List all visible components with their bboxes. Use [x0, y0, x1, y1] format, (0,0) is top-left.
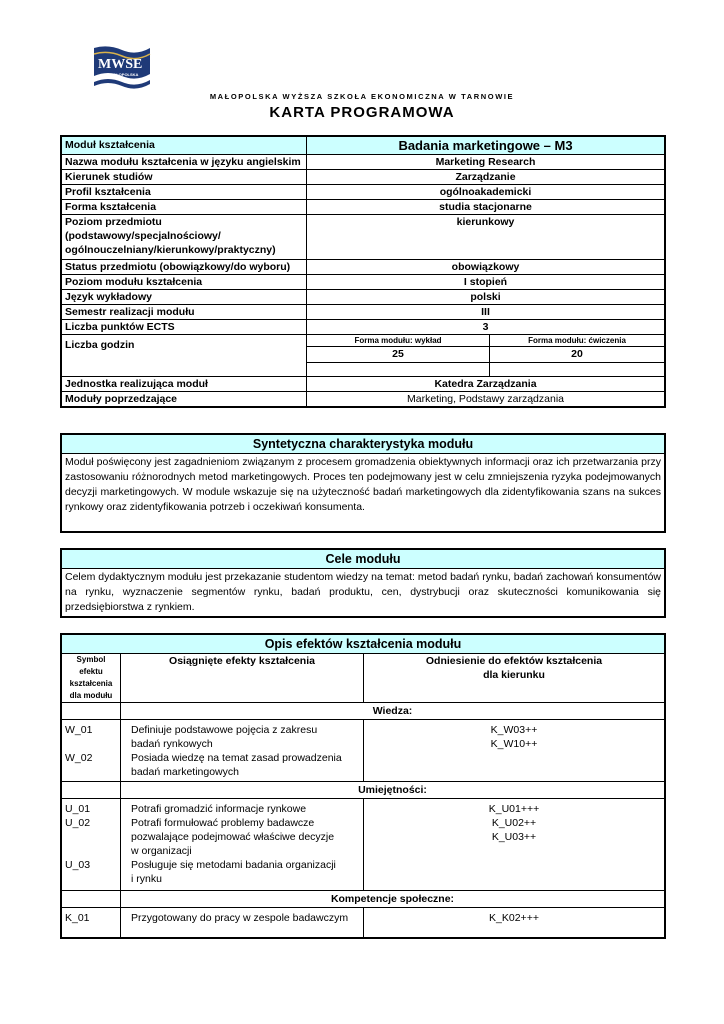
row-value: studia stacjonarne [307, 200, 666, 215]
skills-outcomes: Potrafi gromadzić informacje rynkowe Potrafi formułować problemy badawcze pozwalające podejmować właściwe decyzje w organizacji Posługuje się metodami badania organizacji i rynku [121, 799, 364, 891]
skills-label: Umiejętności: [121, 782, 666, 799]
prereq-label: Moduły poprzedzające [61, 392, 307, 408]
module-info-table [60, 135, 666, 408]
knowledge-outcomes: Definiuje podstawowe pojęcia z zakresu badań rynkowych Posiada wiedzę na temat zasad prowadzenia badań marketingowych [121, 720, 364, 782]
school-name: MAŁOPOLSKA WYŻSZA SZKOŁA EKONOMICZNA W TARNOWIE [209, 92, 515, 101]
row-value: I stopień [307, 275, 666, 290]
synthetic-text: Moduł poświęcony jest zagadnieniom związanym z procesem gromadzenia obiektywnych informacji oraz ich przetwarzania przy zastosowaniu różnorodnych metod marketingowych. Proces ten podejmowany jest w celu zmniejszenia ryzyka podejmowanych decyzji marketingowych. W module wskazuje się na użyteczność badań marketingowych dla zidentyfikowania szans na sukces rynkowy oraz zidentyfikowania potrzeb i oczekiwań konsumenta. [65, 456, 661, 513]
module-name: Badania marketingowe – M3 [307, 136, 666, 155]
row-value: polski [307, 290, 666, 305]
hours-label: Liczba godzin [61, 335, 307, 377]
col-outcomes-header: Osiągnięte efekty kształcenia [121, 654, 364, 703]
row-label: Forma kształcenia [61, 200, 307, 215]
logo-subtext: MAŁOPOLSKA [110, 72, 139, 77]
social-refs: K_K02+++ [364, 908, 666, 938]
unit-label: Jednostka realizująca moduł [61, 377, 307, 392]
row-value: ogólnoakademicki [307, 185, 666, 200]
page-title: KARTA PROGRAMOWA [269, 104, 455, 121]
social-label: Kompetencje społeczne: [121, 891, 666, 908]
prereq-value: Marketing, Podstawy zarządzania [307, 392, 666, 408]
row-label: Poziom modułu kształcenia [61, 275, 307, 290]
module-label: Moduł kształcenia [61, 136, 307, 155]
exercise-hours: 20 [490, 347, 666, 363]
row-value: III [307, 305, 666, 320]
row-value: 3 [307, 320, 666, 335]
social-symbols: K_01 [61, 908, 121, 938]
row-label: Status przedmiotu (obowiązkowy/do wyboru) [61, 260, 307, 275]
unit-value: Katedra Zarządzania [307, 377, 666, 392]
outcomes-heading: Opis efektów kształcenia modułu [61, 634, 665, 654]
outcomes-table [60, 633, 666, 939]
lecture-form-label: Forma modułu: wykład [307, 335, 490, 347]
col-reference-header: Odniesienie do efektów kształcenia dla kierunku [364, 654, 666, 703]
row-label: Kierunek studiów [61, 170, 307, 185]
knowledge-symbols: W_01 W_02 [61, 720, 121, 782]
row-label: Semestr realizacji modułu [61, 305, 307, 320]
row-value: Zarządzanie [307, 170, 666, 185]
knowledge-label: Wiedza: [121, 703, 666, 720]
goals-text: Celem dydaktycznym modułu jest przekazanie studentom wiedzy na temat: metod badań rynku, badań zachowań konsumentów na rynku, wyznaczenie segmentów rynku, badań produktu, cen, dystrybucji oraz skuteczności komunikowania się przedsiębiorstwa z rynkiem. [65, 571, 661, 613]
logo-text: MWSE [98, 57, 143, 72]
col-symbol-header: Symbol efektu kształcenia dla modułu [61, 654, 121, 703]
row-label: Profil kształcenia [61, 185, 307, 200]
goals-section [60, 548, 666, 618]
level-value: kierunkowy [307, 215, 666, 260]
synthetic-section [60, 433, 666, 533]
row-value: Marketing Research [307, 155, 666, 170]
goals-heading: Cele modułu [62, 550, 664, 569]
social-outcomes: Przygotowany do pracy w zespole badawczym [121, 908, 364, 938]
skills-refs: K_U01+++ K_U02++ K_U03++ [364, 799, 666, 891]
exercise-form-label: Forma modułu: ćwiczenia [490, 335, 666, 347]
row-label: Język wykładowy [61, 290, 307, 305]
row-label: Nazwa modułu kształcenia w języku angielskim [61, 155, 307, 170]
school-logo [88, 44, 156, 96]
knowledge-refs: K_W03++ K_W10++ [364, 720, 666, 782]
level-label: Poziom przedmiotu (podstawowy/specjalnościowy/ ogólnouczelniany/kierunkowy/praktyczny) [61, 215, 307, 260]
lecture-hours: 25 [307, 347, 490, 363]
skills-symbols: U_01 U_02 U_03 [61, 799, 121, 891]
row-value: obowiązkowy [307, 260, 666, 275]
row-label: Liczba punktów ECTS [61, 320, 307, 335]
synthetic-heading: Syntetyczna charakterystyka modułu [62, 435, 664, 454]
